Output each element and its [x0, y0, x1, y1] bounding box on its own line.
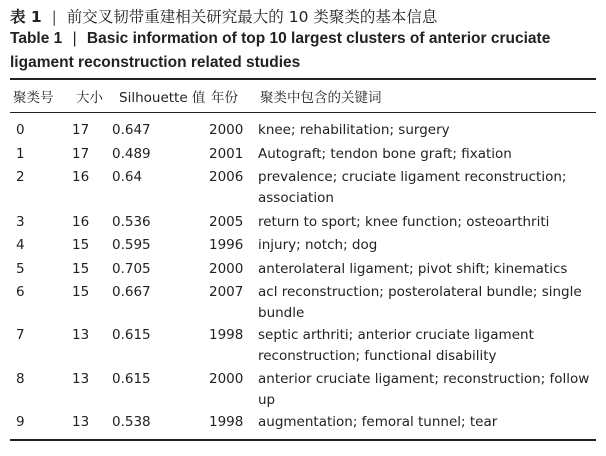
cell-size: 15 [72, 284, 90, 300]
cell-keywords: anterior cruciate ligament; reconstruction; follow up [258, 371, 590, 408]
table-bottom-rule [10, 439, 596, 441]
table-header-rule [10, 112, 596, 113]
table-label-en: Table 1 [10, 30, 63, 47]
cell-cluster-id: 9 [16, 414, 25, 430]
cell-year: 1998 [209, 327, 244, 343]
cell-year: 2005 [209, 214, 244, 230]
header-year: 年份 [211, 90, 238, 106]
cell-keywords: septic arthriti; anterior cruciate ligament reconstruction; functional disability [258, 327, 534, 364]
table-caption-chinese [10, 5, 437, 27]
cell-silhouette: 0.489 [112, 146, 151, 162]
cell-silhouette: 0.705 [112, 261, 151, 277]
cell-cluster-id: 0 [16, 122, 25, 138]
cell-size: 17 [72, 146, 90, 162]
cell-cluster-id: 5 [16, 261, 25, 277]
cell-year: 1996 [209, 237, 244, 253]
cell-keywords: anterolateral ligament; pivot shift; kinematics [258, 261, 568, 277]
header-size: 大小 [76, 90, 103, 106]
cell-size: 13 [72, 327, 90, 343]
cell-cluster-id: 1 [16, 146, 25, 162]
cell-cluster-id: 4 [16, 237, 25, 253]
cell-silhouette: 0.538 [112, 414, 151, 430]
cell-size: 13 [72, 371, 90, 387]
cell-silhouette: 0.615 [112, 371, 151, 387]
cell-year: 2001 [209, 146, 244, 162]
cell-cluster-id: 2 [16, 169, 25, 185]
cell-silhouette: 0.667 [112, 284, 151, 300]
cell-keywords: acl reconstruction; posterolateral bundle; single bundle [258, 284, 582, 321]
cell-cluster-id: 3 [16, 214, 25, 230]
caption-text-cn: 前交叉韧带重建相关研究最大的 10 类聚类的基本信息 [66, 8, 438, 26]
cell-year: 1998 [209, 414, 244, 430]
cell-year: 2006 [209, 169, 244, 185]
caption-separator: | [51, 8, 57, 26]
table-label-cn: 表 1 [10, 8, 42, 26]
cell-silhouette: 0.536 [112, 214, 151, 230]
cell-size: 16 [72, 214, 90, 230]
cell-year: 2000 [209, 122, 244, 138]
cell-silhouette: 0.595 [112, 237, 151, 253]
table-caption-english [10, 27, 600, 75]
cell-size: 17 [72, 122, 90, 138]
cell-silhouette: 0.615 [112, 327, 151, 343]
cell-keywords: augmentation; femoral tunnel; tear [258, 414, 498, 430]
cell-silhouette: 0.64 [112, 169, 143, 185]
cell-silhouette: 0.647 [112, 122, 151, 138]
cell-keywords: Autograft; tendon bone graft; fixation [258, 146, 512, 162]
header-cluster-id: 聚类号 [13, 90, 54, 106]
table-top-rule [10, 78, 596, 80]
caption-separator-en: | [72, 30, 77, 47]
cell-size: 15 [72, 237, 90, 253]
cell-year: 2000 [209, 261, 244, 277]
cell-year: 2000 [209, 371, 244, 387]
cell-size: 16 [72, 169, 90, 185]
cell-year: 2007 [209, 284, 244, 300]
header-silhouette: Silhouette 值 [119, 90, 206, 106]
cell-keywords: knee; rehabilitation; surgery [258, 122, 450, 138]
cell-cluster-id: 7 [16, 327, 25, 343]
cell-keywords: return to sport; knee function; osteoarthriti [258, 214, 550, 230]
caption-text-en: Basic information of top 10 largest clusters of anterior cruciate ligament reconstruction related studies [10, 30, 551, 71]
cell-size: 15 [72, 261, 90, 277]
header-keywords: 聚类中包含的关键词 [260, 90, 382, 106]
cell-size: 13 [72, 414, 90, 430]
cell-keywords: prevalence; cruciate ligament reconstruction; association [258, 169, 567, 206]
cell-keywords: injury; notch; dog [258, 237, 378, 253]
cell-cluster-id: 8 [16, 371, 25, 387]
cell-cluster-id: 6 [16, 284, 25, 300]
